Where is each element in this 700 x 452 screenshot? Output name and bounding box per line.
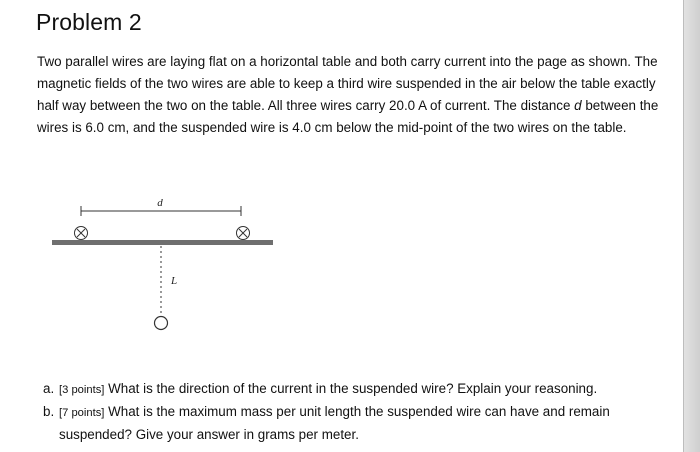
wires-diagram [50,196,280,346]
statement-variable-d: d [574,98,582,113]
question-text: What is the direction of the current in the suspended wire? Explain your reasoning. [108,381,598,396]
question-text: What is the maximum mass per unit length the suspended wire can have and remain suspended? Give your answer in grams per meter. [59,404,610,442]
statement-text-1: Two parallel wires are laying flat on a horizontal table and both carry current into the page as shown. The magnetic fields of the two wires are able to keep a third wire suspended in the air below the table exactly half way between the two on the table. All three wires carry 20.0 A of current. The distance [37,54,658,113]
distance-label: d [157,197,163,209]
table-surface [52,240,273,245]
statement-text-2: between the wires is 6.0 cm, and the suspended wire is 4.0 cm below the mid-point of the two wires on the table. [37,98,659,135]
vertical-label: L [171,275,178,287]
scrollbar[interactable] [683,0,700,452]
problem-statement [37,51,662,139]
question-letter: a. [43,381,55,396]
question-list [37,378,667,445]
right-wire-into-page-icon [237,227,250,240]
question-points: [7 points] [59,407,105,419]
question-item [37,401,667,445]
question-points: [3 points] [59,384,105,396]
question-item [37,378,667,401]
problem-title: Problem 2 [36,9,142,35]
left-wire-into-page-icon [75,227,88,240]
question-letter: b. [43,404,55,419]
diagram-svg [50,196,280,346]
suspended-wire-icon [155,317,168,330]
